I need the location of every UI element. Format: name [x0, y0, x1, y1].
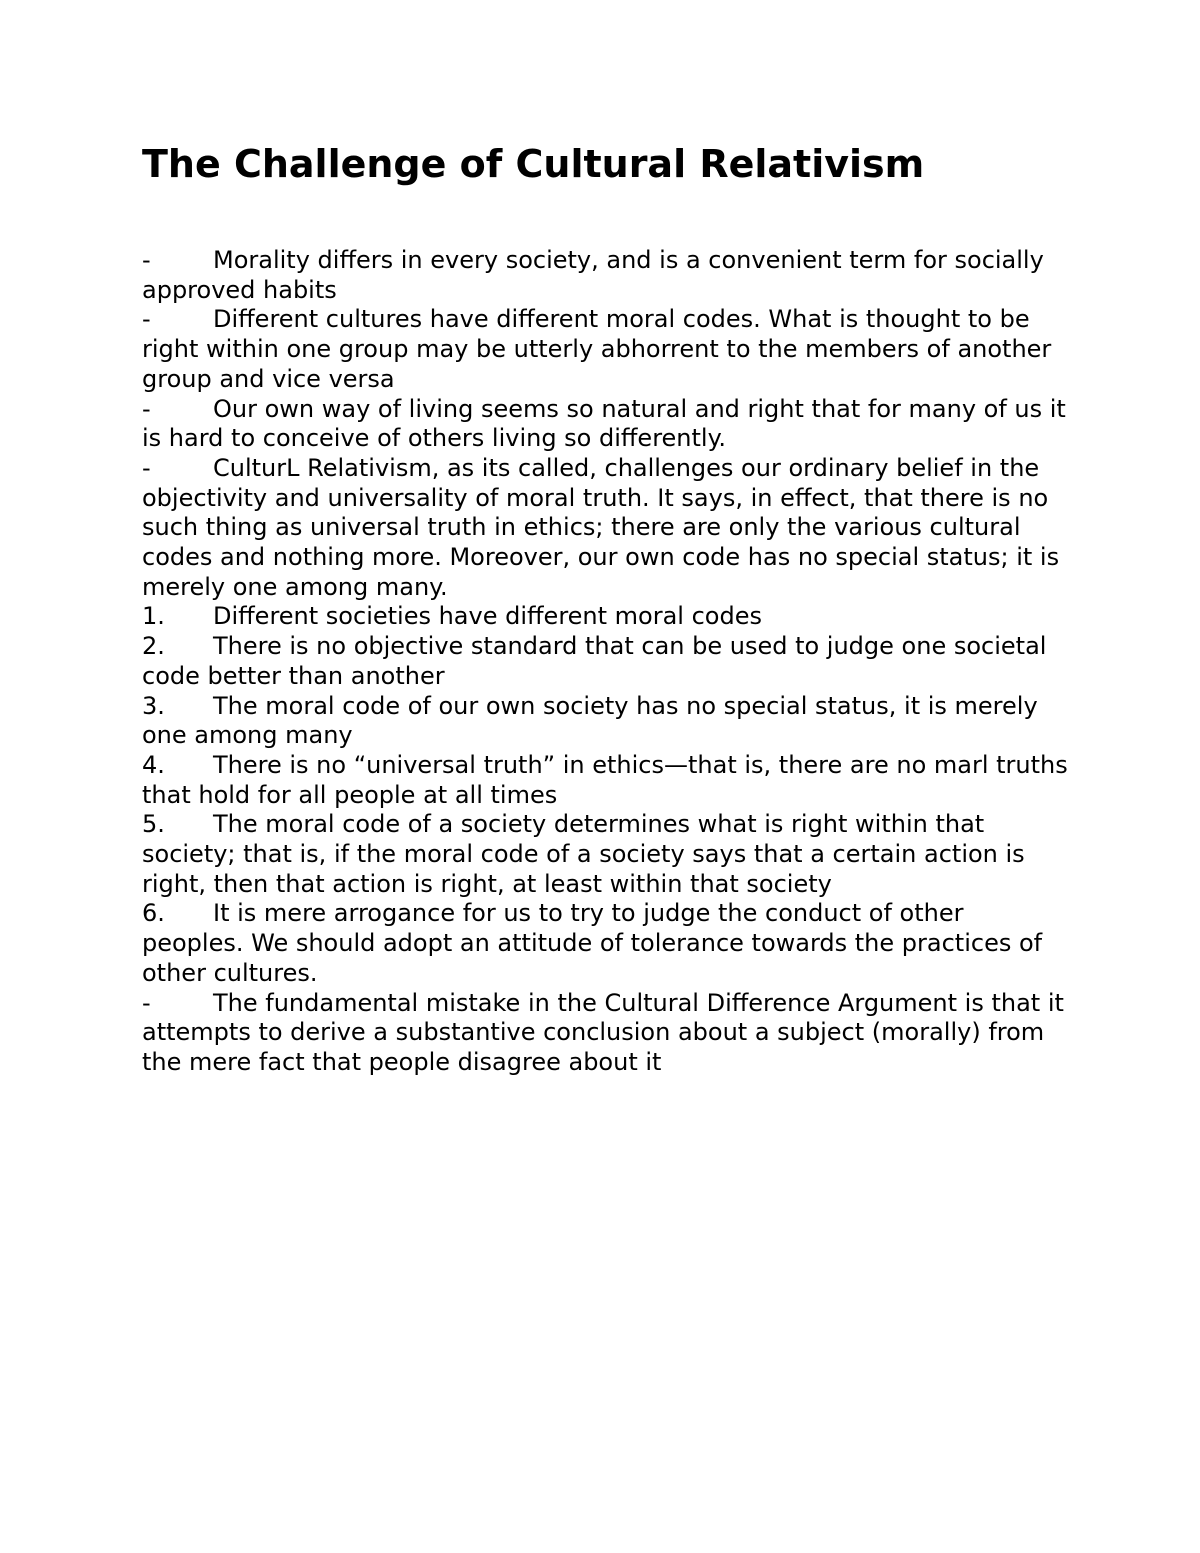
list-item-text: Morality differs in every society, and is a convenient term for socially approved habits — [142, 246, 1044, 304]
list-marker: - — [142, 246, 151, 274]
list-item — [142, 692, 1072, 751]
notes-list — [142, 246, 1072, 1078]
list-marker: - — [142, 305, 151, 334]
list-item-text: The moral code of a society determines what is right within that society; that is, if the moral code of a society says that a certain action is right, then that action is right, at least within that society — [142, 810, 1025, 898]
list-item-text: There is no objective standard that can be used to judge one societal code better than another — [142, 632, 1047, 690]
list-item — [142, 751, 1072, 810]
list-marker: 3. — [142, 691, 165, 720]
list-marker: 5. — [142, 810, 165, 839]
list-item — [142, 305, 1072, 394]
list-marker: - — [142, 988, 151, 1017]
list-item — [142, 989, 1072, 1078]
list-item-text: There is no “universal truth” in ethics—that is, there are no marl truths that hold for all people at all times — [142, 750, 1068, 809]
document-title: The Challenge of Cultural Relativism — [142, 142, 925, 186]
list-item — [142, 246, 1072, 305]
list-item-text: The fundamental mistake in the Cultural Difference Argument is that it attempts to derive a substantive conclusion about a subject (morally) from the mere fact that people disagree about it — [142, 988, 1064, 1076]
list-item-text: Different societies have different moral codes — [213, 602, 762, 631]
list-item-text: Our own way of living seems so natural and right that for many of us it is hard to conceive of others living so differently. — [142, 394, 1066, 453]
list-item — [142, 810, 1072, 899]
list-marker: - — [142, 394, 151, 423]
list-item-text: It is mere arrogance for us to try to judge the conduct of other peoples. We should adopt an attitude of tolerance towards the practices of other cultures. — [142, 899, 1043, 987]
list-item — [142, 602, 1072, 632]
list-item — [142, 395, 1072, 454]
list-item — [142, 632, 1072, 691]
list-marker: 6. — [142, 899, 165, 928]
list-item-text: CulturL Relativism, as its called, challenges our ordinary belief in the objectivity and universality of moral truth. It says, in effect, that there is no such thing as universal truth in ethics; there are only the various cultural codes and nothing more. Moreover, our own code has no special status; it is merely one among many. — [142, 453, 1060, 601]
list-item-text: The moral code of our own society has no special status, it is merely one among many — [142, 691, 1038, 750]
list-marker: 1. — [142, 602, 165, 631]
list-marker: 2. — [142, 632, 165, 661]
list-marker: - — [142, 453, 151, 482]
list-item — [142, 899, 1072, 988]
list-item-text: Different cultures have different moral codes. What is thought to be right within one group may be utterly abhorrent to the members of another group and vice versa — [142, 305, 1052, 393]
list-item — [142, 454, 1072, 603]
list-marker: 4. — [142, 750, 165, 779]
